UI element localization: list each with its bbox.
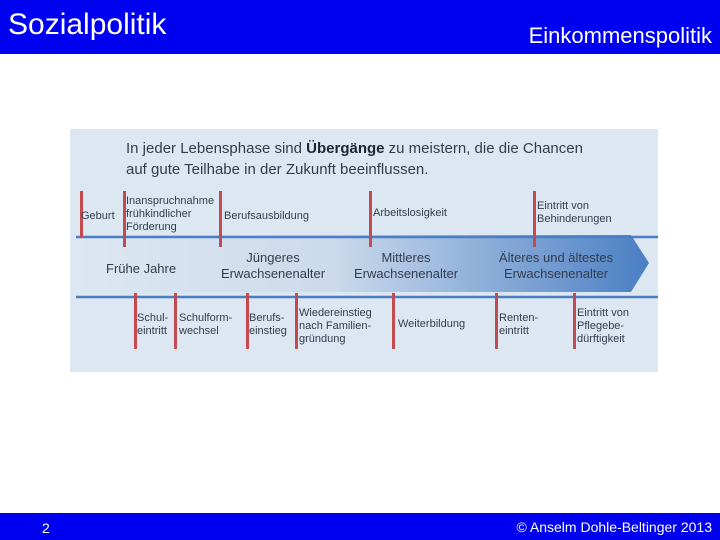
event-geburt: Geburt: [81, 210, 115, 222]
tick-behinderungen: [533, 191, 536, 247]
intro-line1-post: zu meistern, die die Chancen: [384, 140, 583, 157]
footer-bar: [0, 513, 720, 540]
slide-title: Sozialpolitik: [8, 8, 167, 41]
event-behinderungen: Eintritt von Behinderungen: [537, 200, 612, 225]
tick-wiedereinstieg: [295, 293, 298, 349]
tick-arbeitslosigkeit: [369, 191, 372, 247]
event-renteneintritt: Renten- eintritt: [499, 312, 539, 337]
header-bar: [0, 0, 720, 54]
intro-line1-pre: In jeder Lebensphase sind: [126, 140, 307, 157]
tick-renteneintritt: [495, 293, 498, 349]
phase-juengeres: Jüngeres Erwachsenenalter: [220, 250, 326, 281]
intro-line2: auf gute Teilhabe in der Zukunft beeinflussen.: [126, 161, 429, 178]
event-berufsausbildung: Berufsausbildung: [224, 210, 310, 222]
tick-pflege: [573, 293, 576, 349]
slide-subtitle: Einkommenspolitik: [528, 23, 712, 48]
intro-line1-bold: Übergänge: [306, 140, 385, 157]
tick-berufsausbildung: [219, 191, 222, 247]
tick-schulformwechsel: [174, 293, 177, 349]
event-schulformwechsel: Schulform- wechsel: [179, 312, 233, 337]
lifecycle-transitions-figure: [70, 129, 658, 372]
phase-aelteres: Älteres und ältestes Erwachsenenalter: [498, 250, 614, 281]
bottom-bracket-line: [76, 289, 658, 309]
event-schuleintritt: Schul- eintritt: [137, 312, 169, 337]
event-wiedereinstieg: Wiedereinstieg nach Familien- gründung: [299, 307, 372, 345]
phase-fruehe-jahre: Frühe Jahre: [106, 261, 177, 276]
event-arbeitslosigkeit: Arbeitslosigkeit: [373, 207, 447, 219]
event-pflege: Eintritt von Pflegebe- dürftigkeit: [577, 307, 629, 345]
event-berufseinstieg: Berufs- einstieg: [249, 312, 287, 337]
page-number: 2: [42, 520, 50, 536]
event-inanspruchnahme: Inanspruchnahme frühkindlicher Förderung: [126, 195, 215, 233]
phase-mittleres: Mittleres Erwachsenenalter: [353, 250, 459, 281]
event-weiterbildung: Weiterbildung: [398, 318, 466, 330]
copyright-notice: © Anselm Dohle-Beltinger 2013: [516, 519, 712, 535]
tick-weiterbildung: [392, 293, 395, 349]
intro-text: [126, 138, 583, 180]
